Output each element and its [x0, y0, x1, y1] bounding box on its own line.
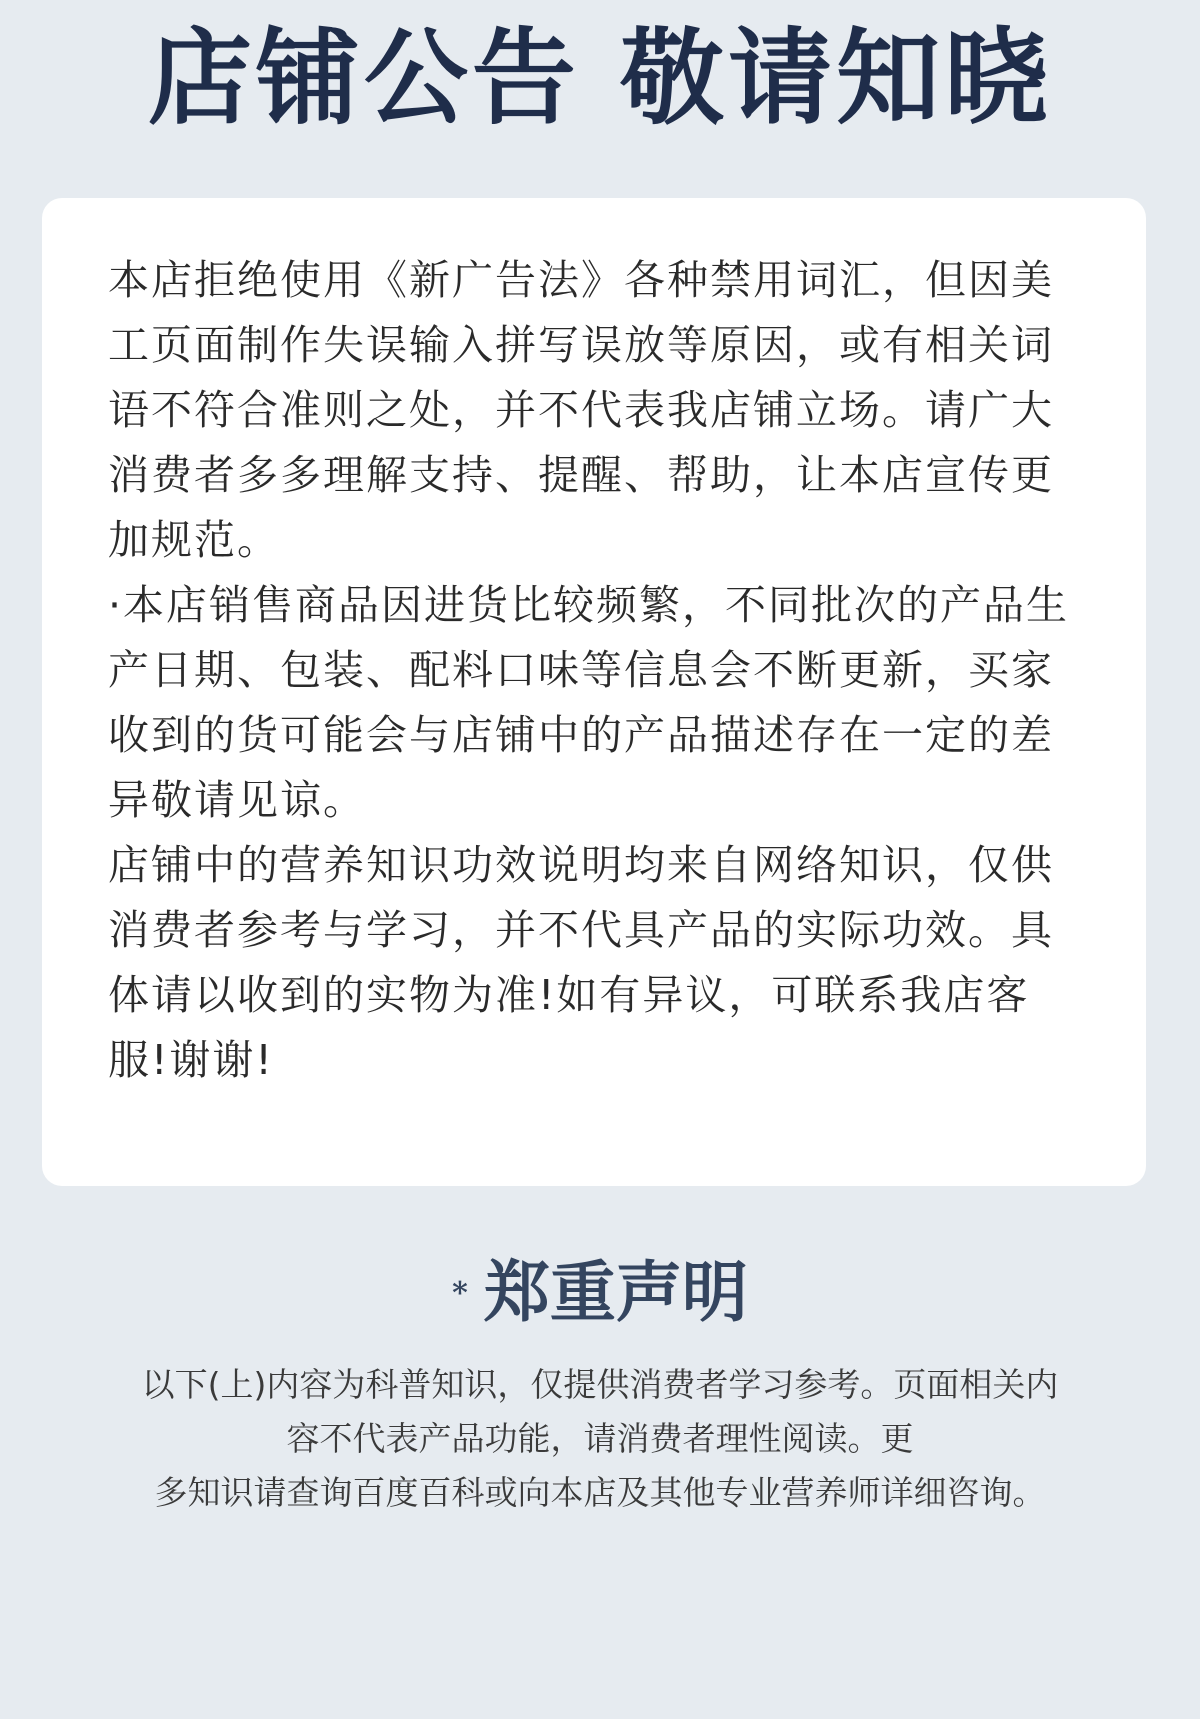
page-title: 店铺公告 敬请知晓	[147, 16, 1053, 139]
star-icon: *	[452, 1276, 468, 1311]
declaration-line: 容不代表产品功能，请消费者理性阅读。更	[286, 1419, 914, 1458]
notice-paragraph-disclaimer: 本店拒绝使用《新广告法》各种禁用词汇，但因美工页面制作失误输入拼写误放等原因，或有相关词语不符合准则之处，并不代表我店铺立场。请广大消费者多多理解支持、提醒、帮助，让本店宣传更加规范。	[108, 256, 1054, 564]
declaration-heading	[0, 1252, 1200, 1338]
declaration-title: 郑重声明	[483, 1253, 748, 1331]
declaration-body	[100, 1358, 1100, 1520]
notice-card	[42, 198, 1146, 1186]
notice-paragraph-nutrition-info: 店铺中的营养知识功效说明均来自网络知识，仅供消费者参考与学习，并不代具产品的实际功效。具体请以收到的实物为准!如有异议，可联系我店客服!谢谢!	[108, 841, 1054, 1084]
declaration-line: 以下(上)内容为科普知识，仅提供消费者学习参考。页面相关内	[141, 1365, 1059, 1404]
notice-paragraph-product-variation: ·本店销售商品因进货比较频繁，不同批次的产品生产日期、包装、配料口味等信息会不断更新，买家收到的货可能会与店铺中的产品描述存在一定的差异敬请见谅。	[108, 581, 1070, 824]
declaration-line: 多知识请查询百度百科或向本店及其他专业营养师详细咨询。	[154, 1473, 1046, 1512]
